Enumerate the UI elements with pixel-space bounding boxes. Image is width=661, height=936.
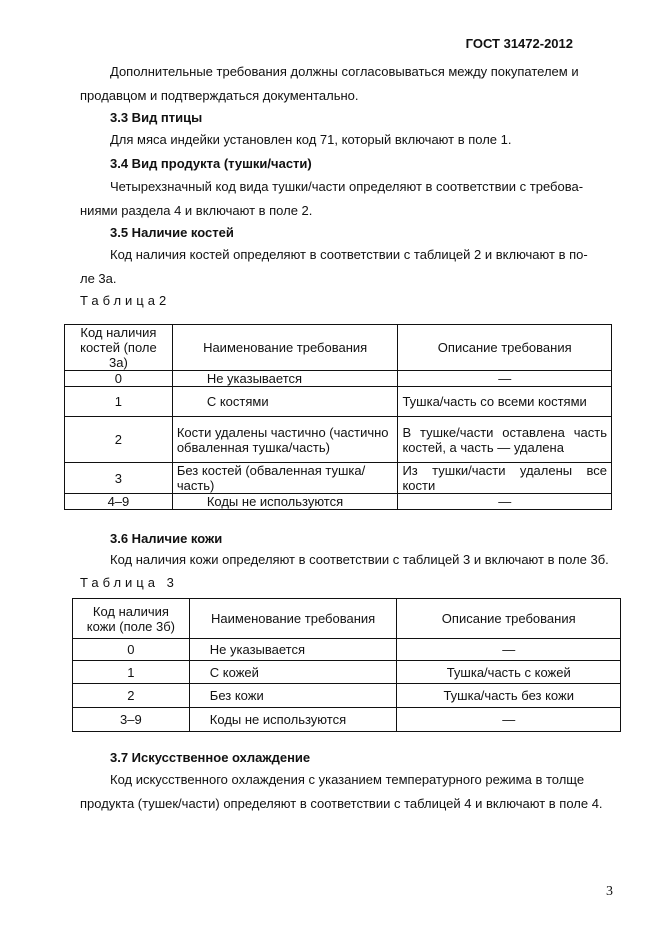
header-cell: Код наличия кожи (поле 3б) xyxy=(73,599,190,639)
code-cell: 4–9 xyxy=(65,494,173,510)
text-line: продукта (тушек/части) определяют в соответствии с таблицей 4 и включают в поле 4. xyxy=(80,796,603,811)
description-cell: Тушка/часть без кожи xyxy=(397,684,621,708)
name-cell: Кости удалены частично (частично обваленная тушка/часть) xyxy=(172,417,398,463)
table-skin-presence xyxy=(72,598,621,732)
name-cell: С костями xyxy=(172,387,398,417)
description-cell: Тушка/часть со всеми костями xyxy=(398,387,612,417)
name-cell: С кожей xyxy=(189,661,397,684)
table-2-caption: Таблица2 xyxy=(80,293,171,308)
code-cell: 0 xyxy=(65,371,173,387)
table-row xyxy=(73,708,621,732)
text-line: Код искусственного охлаждения с указанием температурного режима в толще xyxy=(110,772,585,787)
code-cell: 2 xyxy=(73,684,190,708)
header-cell: Код наличия костей (поле 3а) xyxy=(65,325,173,371)
section-3-5-title: 3.5 Наличие костей xyxy=(110,225,234,240)
code-cell: 3–9 xyxy=(73,708,190,732)
name-cell: Без костей (обваленная тушка/часть) xyxy=(172,463,398,494)
table-header-row xyxy=(73,599,621,639)
table-row xyxy=(65,463,612,494)
description-cell: Тушка/часть с кожей xyxy=(397,661,621,684)
table-bone-presence xyxy=(64,324,612,510)
name-cell: Без кожи xyxy=(189,684,397,708)
table-row xyxy=(65,371,612,387)
table-row xyxy=(65,387,612,417)
header-cell: Описание требования xyxy=(397,599,621,639)
section-3-3-text: Для мяса индейки установлен код 71, который включают в поле 1. xyxy=(110,132,512,147)
table-row xyxy=(65,417,612,463)
text-line: Четырехзначный код вида тушки/части определяют в соответствии с требова- xyxy=(110,179,584,194)
text-line: ле 3а. xyxy=(80,271,117,286)
section-3-7-title: 3.7 Искусственное охлаждение xyxy=(110,750,311,765)
section-3-4-text xyxy=(80,175,610,223)
header-cell: Наименование требования xyxy=(172,325,398,371)
text-line: Дополнительные требования должны согласовываться между покупателем и xyxy=(110,64,579,79)
text-line: Код наличия костей определяют в соответствии с таблицей 2 и включают в по- xyxy=(110,247,588,262)
table-row xyxy=(73,639,621,661)
header-cell: Наименование требования xyxy=(189,599,397,639)
table-3-caption: Таблица 3 xyxy=(80,575,178,590)
section-3-7-text xyxy=(80,768,610,816)
page-number: 3 xyxy=(606,884,613,899)
code-cell: 1 xyxy=(65,387,173,417)
document-code: ГОСТ 31472-2012 xyxy=(465,36,573,51)
section-3-6-text: Код наличия кожи определяют в соответствии с таблицей 3 и включают в поле 3б. xyxy=(110,552,609,567)
description-cell: — xyxy=(397,708,621,732)
section-3-5-text xyxy=(80,243,610,291)
text-line: продавцом и подтверждаться документально. xyxy=(80,88,359,103)
description-cell: — xyxy=(397,639,621,661)
header-cell: Описание требования xyxy=(398,325,612,371)
paragraph-additional-requirements xyxy=(80,60,610,108)
table-row xyxy=(73,684,621,708)
text-line: ниями раздела 4 и включают в поле 2. xyxy=(80,203,313,218)
section-3-4-title: 3.4 Вид продукта (тушки/части) xyxy=(110,156,312,171)
name-cell: Не указывается xyxy=(189,639,397,661)
description-cell: Из тушки/части удалены все кости xyxy=(398,463,612,494)
code-cell: 3 xyxy=(65,463,173,494)
section-3-6-title: 3.6 Наличие кожи xyxy=(110,531,223,546)
table-row xyxy=(73,661,621,684)
table-header-row xyxy=(65,325,612,371)
description-cell: — xyxy=(398,494,612,510)
code-cell: 2 xyxy=(65,417,173,463)
table-row xyxy=(65,494,612,510)
name-cell: Коды не используются xyxy=(189,708,397,732)
description-cell: В тушке/части оставлена часть костей, а часть — удалена xyxy=(398,417,612,463)
code-cell: 0 xyxy=(73,639,190,661)
code-cell: 1 xyxy=(73,661,190,684)
section-3-3-title: 3.3 Вид птицы xyxy=(110,110,203,125)
name-cell: Не указывается xyxy=(172,371,398,387)
description-cell: — xyxy=(398,371,612,387)
name-cell: Коды не используются xyxy=(172,494,398,510)
